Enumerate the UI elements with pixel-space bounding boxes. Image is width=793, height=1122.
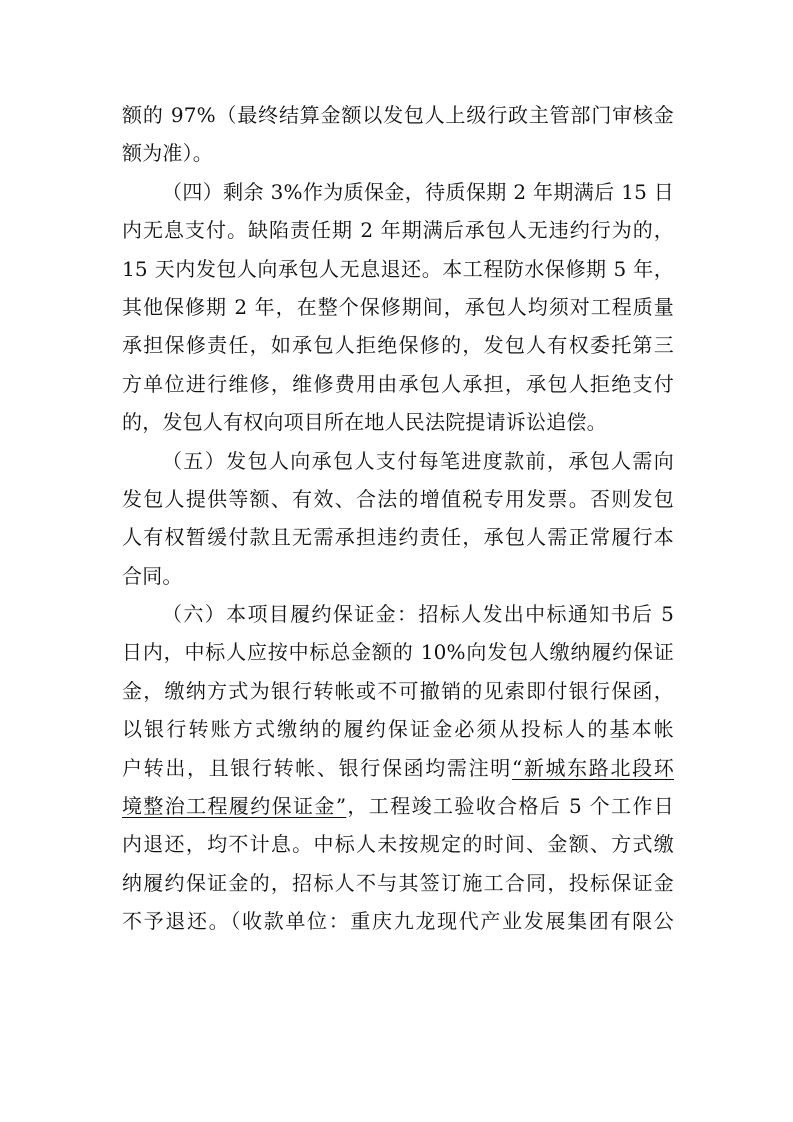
text-line: 纳履约保证金的，招标人不与其签订施工合同，投标保证金 — [122, 870, 674, 895]
paragraph-five-first-line: （五）发包人向承包人支付每笔进度款前，承包人需向 — [162, 448, 674, 473]
text-line: 额为准）。 — [122, 141, 213, 166]
text-line: 的，发包人有权向项目所在地人民法院提请诉讼追偿。 — [122, 410, 607, 435]
paragraph-four-first-line: （四）剩余 3%作为质保金，待质保期 2 年期满后 15 日 — [162, 179, 674, 204]
text-line: 户转出，且银行转帐、银行保函均需注明“新城东路北段环 — [122, 755, 674, 780]
text-line: 其他保修期 2 年，在整个保修期间，承包人均须对工程质量 — [122, 294, 674, 319]
text-line: 日内，中标人应按中标总金额的 10%向发包人缴纳履约保证 — [122, 640, 674, 665]
underlined-project-name: “新城东路北段环 — [511, 755, 674, 780]
text-line: 额的 97%（最终结算金额以发包人上级行政主管部门审核金 — [122, 103, 674, 127]
text-line: 内退还，均不计息。中标人未按规定的时间、金额、方式缴 — [122, 832, 674, 857]
text-line: 发包人提供等额、有效、合法的增值税专用发票。否则发包 — [122, 486, 674, 511]
text-line: 以银行转账方式缴纳的履约保证金必须从投标人的基本帐 — [122, 717, 674, 742]
text-line: 人有权暂缓付款且无需承担违约责任，承包人需正常履行本 — [122, 525, 674, 550]
text-line: 承担保修责任，如承包人拒绝保修的，发包人有权委托第三 — [122, 333, 674, 358]
paragraph-six-first-line: （六）本项目履约保证金：招标人发出中标通知书后 5 — [162, 602, 674, 627]
underlined-project-name: 境整治工程履约保证金” — [122, 794, 347, 819]
text-line: 金，缴纳方式为银行转帐或不可撤销的见索即付银行保函， — [122, 678, 674, 703]
text-line: 内无息支付。缺陷责任期 2 年期满后承包人无违约行为的， — [122, 218, 674, 243]
text-line: 境整治工程履约保证金”，工程竣工验收合格后 5 个工作日 — [122, 794, 674, 819]
text-line: 方单位进行维修，维修费用由承包人承担，承包人拒绝支付 — [122, 371, 674, 396]
document-page — [122, 96, 674, 941]
text-line: 不予退还。（收款单位：重庆九龙现代产业发展集团有限公 — [122, 909, 674, 934]
text-line: 15 天内发包人向承包人无息退还。本工程防水保修期 5 年， — [122, 256, 674, 281]
text-line: 合同。 — [122, 563, 183, 588]
